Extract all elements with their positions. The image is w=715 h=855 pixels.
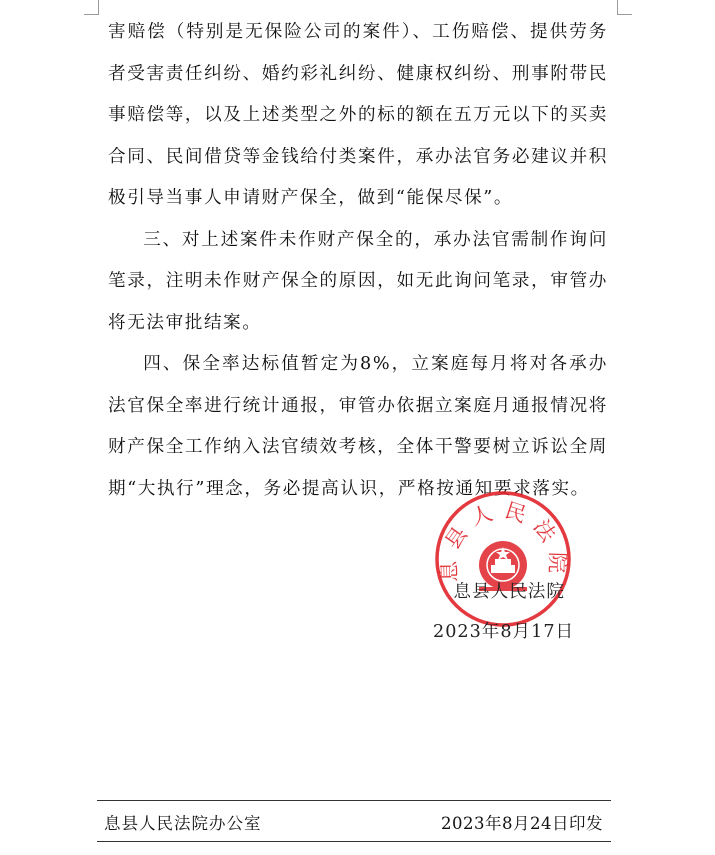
seal-lettering: 息县人民法院 [436,497,570,583]
signature-organization: 息县人民法院 [453,582,565,602]
footer-print-date: 2023年8月24日印发 [441,814,603,833]
page-corner-mark-right [617,0,632,15]
footer-issuing-office: 息县人民法院办公室 [104,814,262,833]
paragraph-4: 四、保全率达标值暂定为8%，立案庭每月将对各承办法官保全率进行统计通报，审管办依据立案庭月通报情况将财产保全工作纳入法官绩效考核，全体干警要树立诉讼全周期“大执行”理念，务必提高认识，严格按通知要求落实。 [108,354,608,499]
paragraph-2-continuation: 害赔偿（特别是无保险公司的案件）、工伤赔偿、提供劳务者受害责任纠纷、婚约彩礼纠纷、健康权纠纷、刑事附带民事赔偿等，以及上述类型之外的标的额在五万元以下的买卖合同、民间借贷等金钱给付类案件，承办法官务必建议并积极引导当事人申请财产保全，做到“能保尽保”。 [108,22,608,208]
signature-date: 2023年8月17日 [433,622,575,642]
court-seal-stamp [433,489,573,629]
page-corner-mark-left [84,0,99,15]
document-body [108,12,608,510]
document-footer [97,800,611,842]
paragraph-3: 三、对上述案件未作财产保全的，承办法官需制作询问笔录，注明未作财产保全的原因，如无此询问笔录，审管办将无法审批结案。 [108,229,608,333]
